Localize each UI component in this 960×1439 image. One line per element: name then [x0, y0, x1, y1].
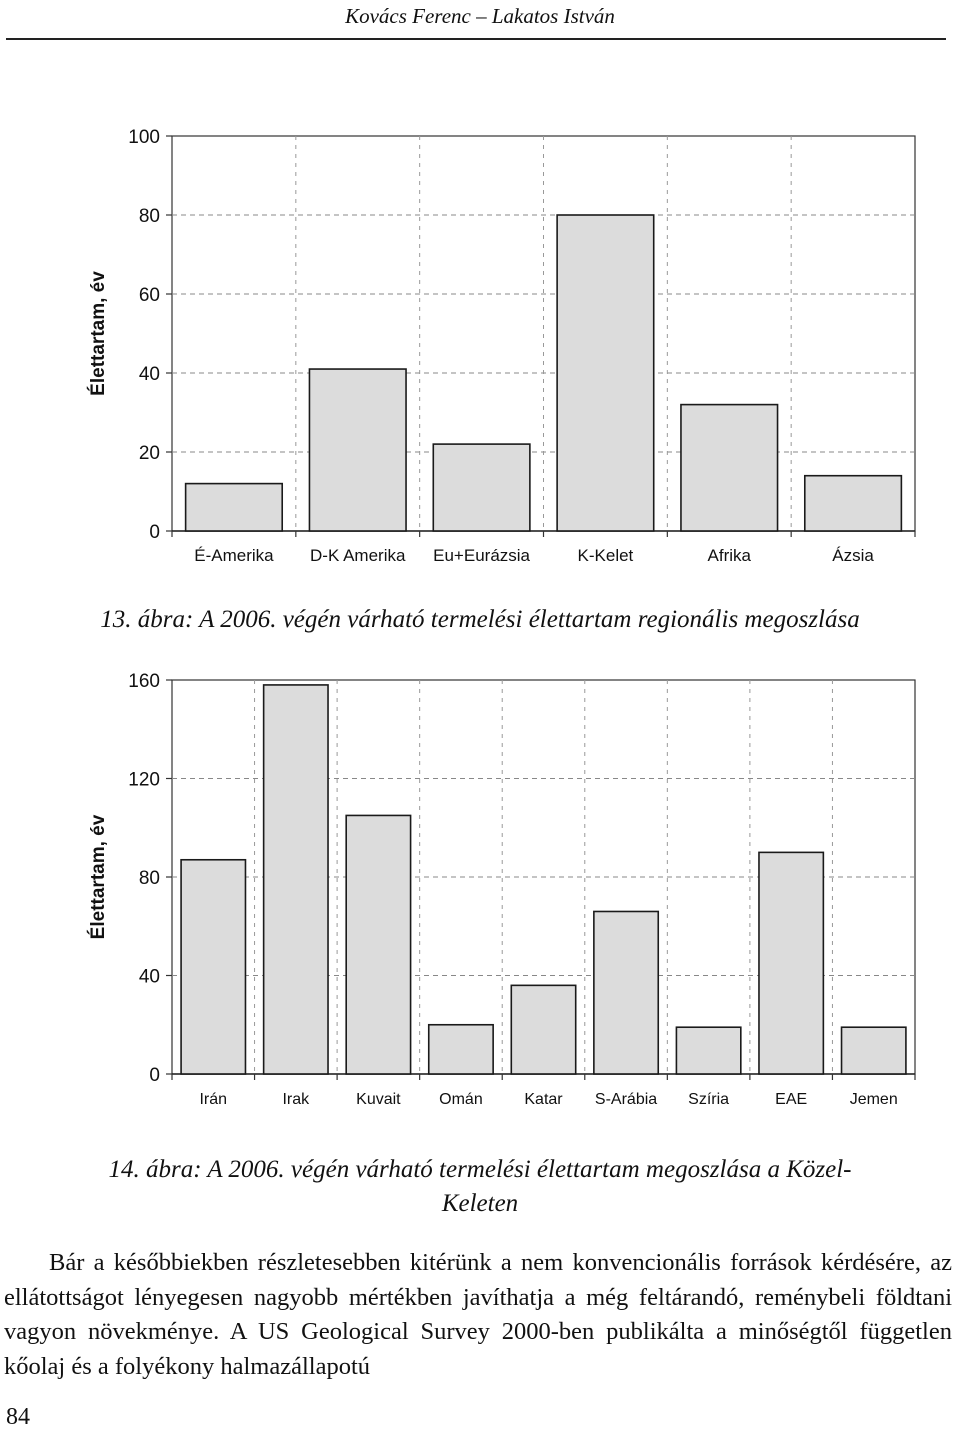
y-tick-label: 60	[138, 285, 160, 306]
y-tick-label: 120	[128, 769, 160, 791]
page-number: 84	[6, 1404, 30, 1430]
y-tick-label: 160	[128, 671, 160, 692]
y-tick-label: 80	[138, 868, 160, 889]
figure-13-svg	[0, 110, 960, 590]
bar-6	[805, 476, 902, 531]
y-axis-title: Élettartam, év	[88, 814, 109, 940]
bar-5	[511, 985, 575, 1074]
category-label: Eu+Eurázsia	[433, 546, 531, 565]
bar-6	[594, 911, 658, 1074]
bar-1	[181, 860, 245, 1074]
category-label: É-Amerika	[194, 546, 274, 565]
category-label: Irak	[282, 1091, 310, 1108]
bar-7	[676, 1027, 740, 1074]
category-label: Katar	[524, 1091, 563, 1108]
bar-2	[264, 685, 328, 1074]
category-label: Omán	[439, 1091, 483, 1108]
body-paragraph: Bár a későbbiekben részletesebben kitérünk a nem konvencionális források kérdésére, az ellátottságot lényegesen nagyobb mértékben javíthatja a még feltárandó, reménybeli földtani vagyon növekménye. A US Geological Survey 2000-ben publikálta a minőségtől független kőolaj és a folyékony halmazállapotú	[4, 1249, 952, 1380]
bar-5	[681, 405, 778, 531]
figure-13-caption: 13. ábra: A 2006. végén várható termelési élettartam regionális megoszlása	[100, 606, 860, 633]
category-label: Ázsia	[832, 546, 874, 565]
y-tick-label: 80	[138, 206, 160, 227]
figure-14-chart	[0, 660, 960, 1120]
header-rule	[6, 38, 946, 40]
running-header: Kovács Ferenc – Lakatos István	[345, 4, 615, 28]
category-label: Jemen	[849, 1091, 898, 1108]
y-tick-label: 40	[138, 364, 160, 385]
y-axis-title: Élettartam, év	[88, 271, 109, 396]
bar-4	[429, 1025, 493, 1074]
bar-9	[842, 1027, 906, 1074]
category-label: Afrika	[707, 546, 751, 565]
bar-2	[309, 369, 406, 531]
y-tick-label: 0	[149, 522, 160, 543]
bar-3	[433, 444, 530, 531]
figure-14-caption: 14. ábra: A 2006. végén várható termelési élettartam megoszlása a Közel-Keleten	[108, 1156, 852, 1217]
category-label: Irán	[199, 1091, 228, 1108]
category-label: Szíria	[688, 1091, 730, 1108]
bar-4	[557, 215, 654, 531]
bar-3	[346, 815, 410, 1074]
category-label: EAE	[775, 1091, 808, 1108]
y-tick-label: 20	[138, 443, 160, 464]
category-label: Kuvait	[356, 1091, 401, 1108]
y-tick-label: 40	[138, 966, 160, 988]
y-tick-label: 100	[128, 127, 160, 148]
bar-1	[186, 484, 283, 531]
bar-8	[759, 852, 823, 1074]
figure-13-chart	[0, 110, 960, 590]
category-label: K-Kelet	[577, 546, 634, 565]
figure-14-svg	[0, 660, 960, 1120]
category-label: D-K Amerika	[310, 546, 406, 565]
category-label: S-Arábia	[594, 1091, 658, 1108]
y-tick-label: 0	[149, 1065, 160, 1086]
